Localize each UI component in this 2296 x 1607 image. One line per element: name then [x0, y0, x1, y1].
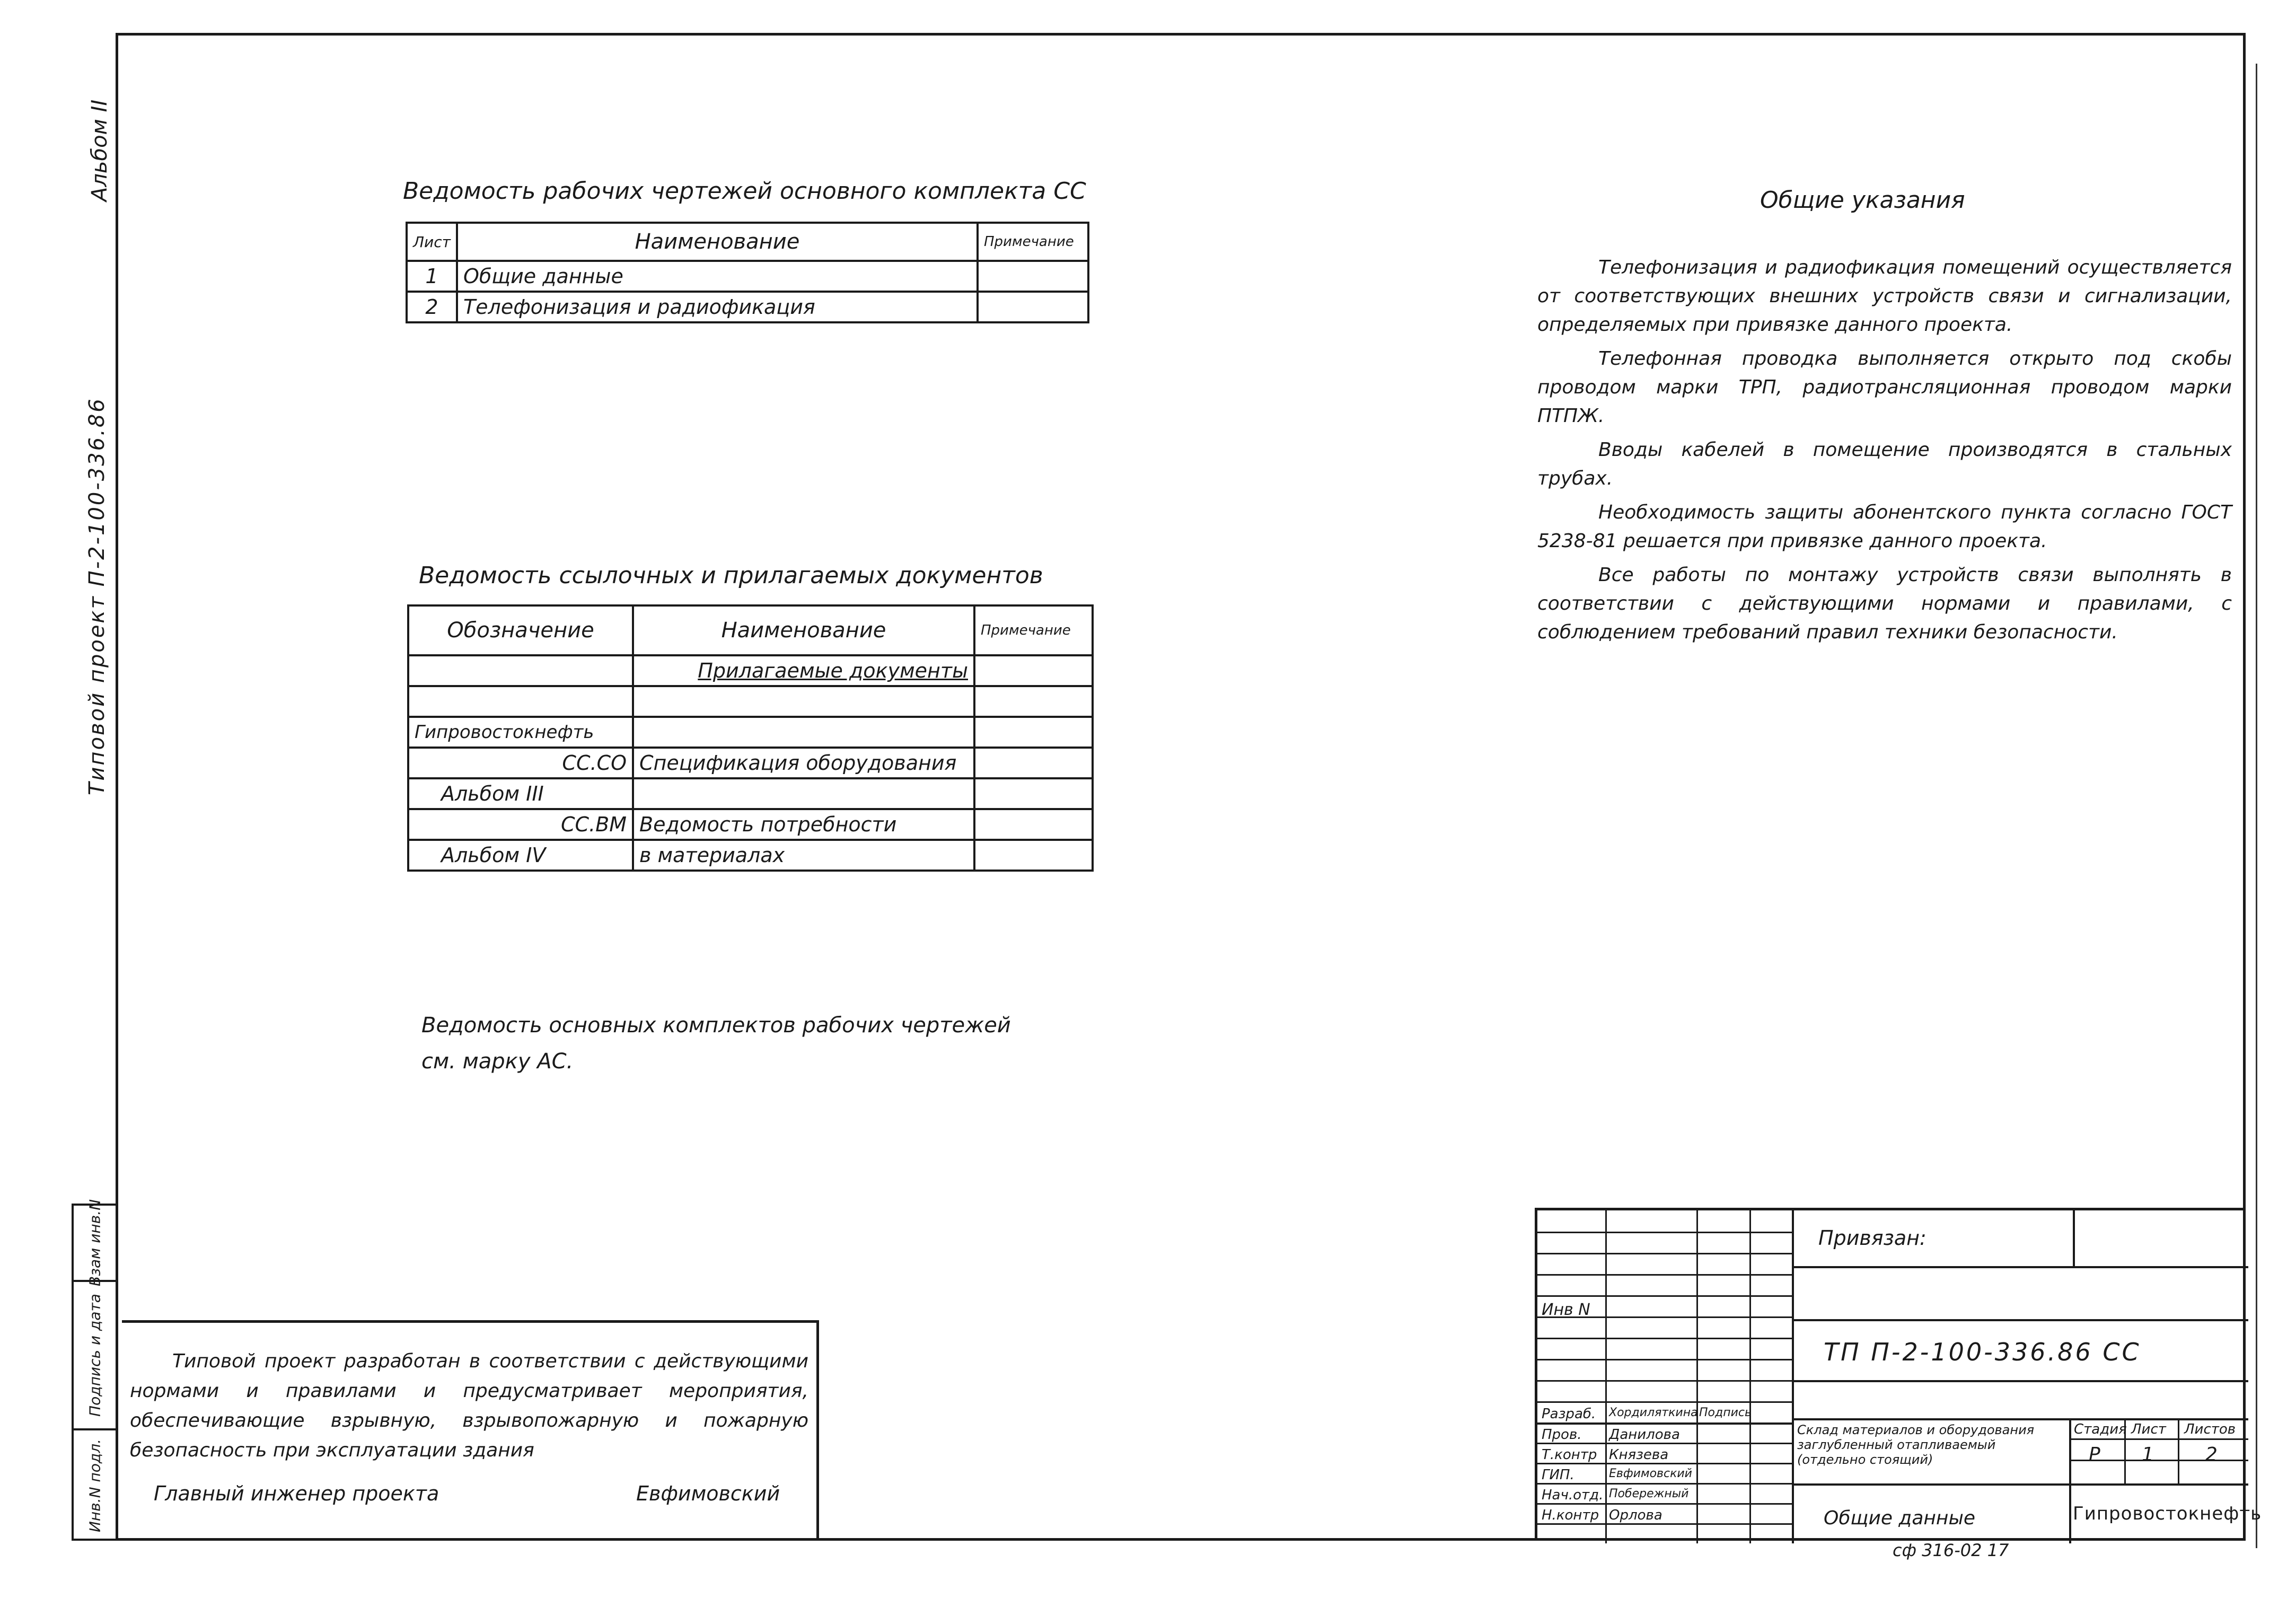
note-paragraph: Вводы кабелей в помещение производятся в стальных трубах. — [1537, 439, 2232, 489]
statement-text: Типовой проект разработан в соответствии с действующими нормами и правилами и предусматривает мероприятия, обеспечивающие взрывную, взрывопожарную и пожарную безопасность при эксплуатации здания — [130, 1350, 808, 1461]
sheet-list-table — [406, 222, 1089, 323]
note-paragraph: Телефонная проводка выполняется открыто под скобы проводом марки ТРП, радиотрансляционная проводом марки ПТПЖ. — [1537, 348, 2232, 427]
ref-docs-table — [407, 604, 1094, 872]
table-row: Альбом IV в материалах — [408, 840, 1093, 871]
note-paragraph: Все работы по монтажу устройств связи выполнять в соответствии с действующими нормами и правилами, с соблюдением требований правил техники безопасности. — [1537, 564, 2232, 643]
table-row: Гипровостокнефть — [408, 717, 1093, 748]
ref-docs-title: Ведомость ссылочных и прилагаемых документов — [419, 562, 1043, 589]
strip-cell-orig: Инв.N подл. — [74, 1428, 116, 1541]
general-notes-title: Общие указания — [1760, 187, 1965, 214]
bound-label: Привязан: — [1818, 1226, 1926, 1250]
sheet-list-title: Ведомость рабочих чертежей основного комплекта СС — [403, 178, 1086, 205]
table-row: Альбом III — [408, 778, 1093, 809]
album-label: Альбом II — [87, 99, 112, 201]
object-name: Склад материалов и оборудования заглубленный отапливаемый (отдельно стоящий) — [1797, 1422, 2035, 1467]
main-sets-note: Ведомость основных комплектов рабочих чертежей см. марку АС. — [421, 1013, 1011, 1074]
table-header-row: Лист Наименование Примечание — [407, 223, 1088, 261]
organization: Гипровостокнефть — [2073, 1503, 2262, 1524]
chief-engineer-name: Евфимовский — [636, 1482, 780, 1505]
approval-strip — [72, 1199, 118, 1541]
general-notes — [1537, 253, 2232, 652]
inv-label: Инв N — [1542, 1301, 1590, 1319]
table-row: 2 Телефонизация и радиофикация — [407, 292, 1088, 322]
chief-engineer-role: Главный инженер проекта — [154, 1482, 439, 1505]
table-row — [408, 686, 1093, 717]
strip-cell-sign: Подпись и дата — [74, 1280, 116, 1428]
table-header-row: Обозначение Наименование Примечание — [408, 605, 1093, 655]
format-footer: сф 316-02 17 — [1893, 1540, 2009, 1560]
strip-cell-inv: Взам инв.N — [86, 1199, 104, 1287]
table-row: СС.СО Спецификация оборудования — [408, 748, 1093, 778]
project-code: ТП П-2-100-336.86 СС — [1824, 1338, 2141, 1366]
title-block: Привязан: Инв N ТП П-2-100-336.86 СС Разраб. Хордиляткина Подпись Пров. Данилова Т.контр Князева ГИП. Евфимовский Нач.отд. Побережный Н.контр Орлова Склад материалов и оборудования заглубленный отапливаемый (отдельно стоящий) Стадия Лист Листов Р 1 2 Общие данные Гипровостокнефть — [1535, 1208, 2246, 1541]
statement-box — [122, 1320, 819, 1541]
table-row: СС.ВМ Ведомость потребности — [408, 809, 1093, 840]
table-row: 1 Общие данные — [407, 261, 1088, 292]
document-name: Общие данные — [1824, 1507, 1976, 1529]
frame-edge-line — [2256, 64, 2257, 1548]
project-label: Типовой проект П-2-100-336.86 — [85, 397, 109, 795]
note-paragraph: Телефонизация и радиофикация помещений осуществляется от соответствующих внешних устройств связи и сигнализации, определяемых при привязке данного проекта. — [1537, 257, 2232, 336]
table-row: Прилагаемые документы — [408, 655, 1093, 686]
note-paragraph: Необходимость защиты абонентского пункта согласно ГОСТ 5238-81 решается при привязке данного проекта. — [1537, 502, 2232, 552]
